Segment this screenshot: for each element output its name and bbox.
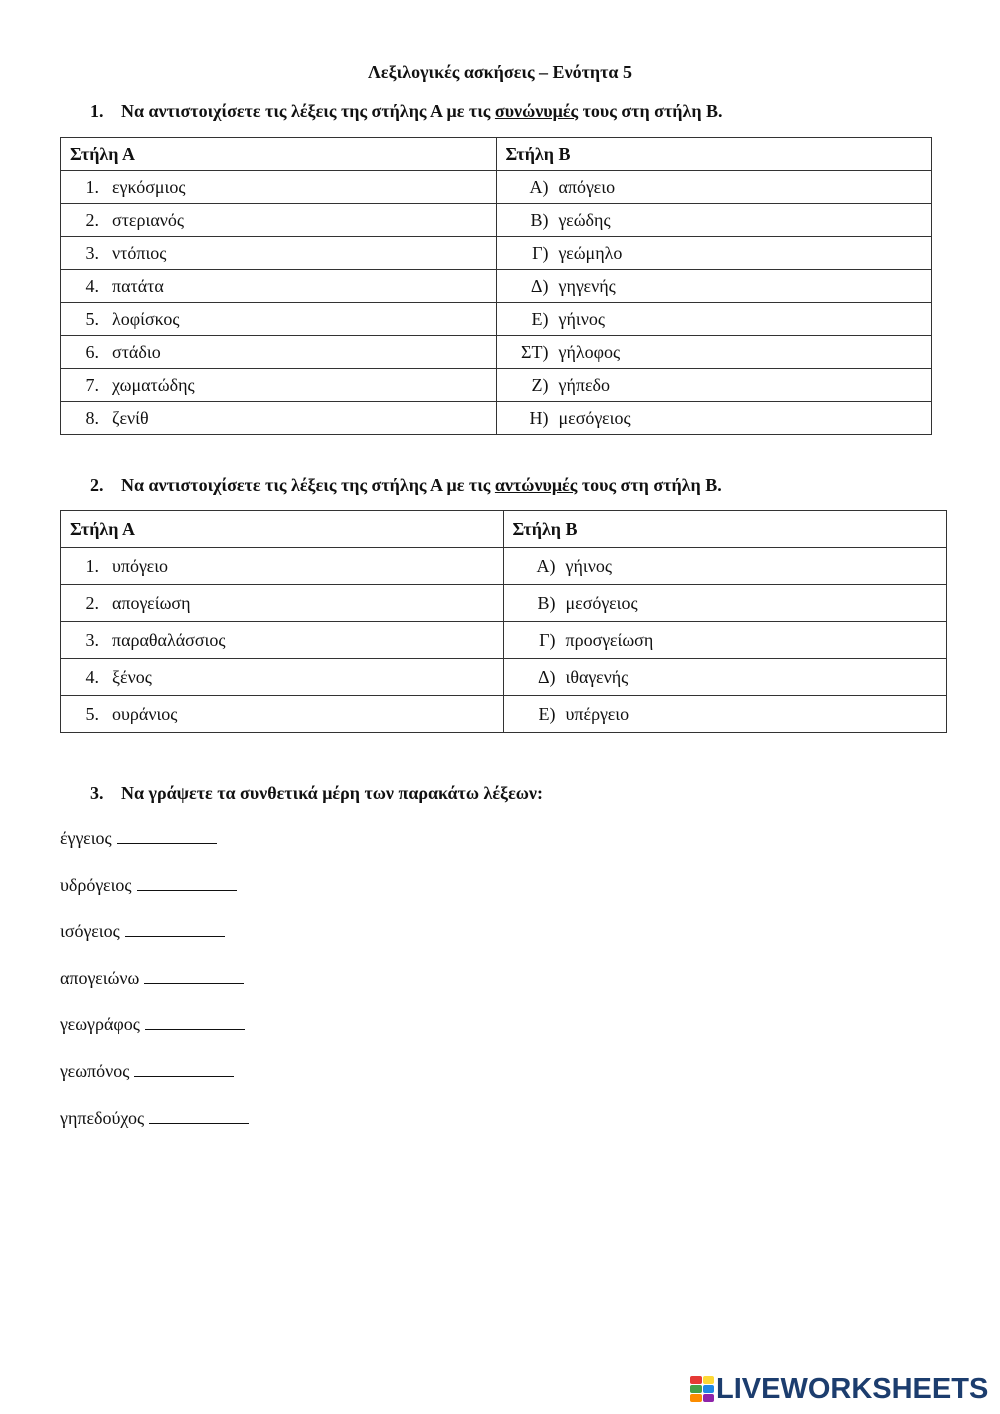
logo-square bbox=[703, 1385, 715, 1393]
exercise-1-table bbox=[60, 137, 932, 435]
word: έγγειος bbox=[60, 828, 112, 848]
table-row bbox=[61, 659, 947, 696]
word: γηπεδούχος bbox=[60, 1107, 145, 1128]
column-a-cell bbox=[61, 270, 497, 303]
column-a-word: απογείωση bbox=[112, 592, 191, 613]
col-a-header: Στήλη Α bbox=[61, 138, 497, 171]
item-number: 3. bbox=[85, 629, 99, 650]
answer-blank[interactable] bbox=[137, 876, 237, 891]
answer-blank[interactable] bbox=[145, 1015, 245, 1030]
column-b-cell bbox=[496, 270, 932, 303]
exercise-3-heading bbox=[90, 783, 543, 804]
item-number: 4. bbox=[85, 275, 99, 296]
column-a-word: στάδιο bbox=[112, 341, 161, 362]
table-row bbox=[61, 548, 947, 585]
answer-blank[interactable] bbox=[125, 922, 225, 937]
column-b-word: απόγειο bbox=[558, 176, 616, 197]
table-row bbox=[61, 204, 932, 237]
exercise-1-text-before: Να αντιστοιχίσετε τις λέξεις της στήλης Α με τις bbox=[121, 101, 495, 121]
exercise-1-underlined: συνώνυμές bbox=[494, 101, 579, 121]
column-b-word: μεσόγειος bbox=[565, 592, 638, 613]
table-row bbox=[61, 696, 947, 733]
column-a-word: πατάτα bbox=[112, 275, 164, 296]
column-b-cell bbox=[503, 659, 946, 696]
word-line bbox=[60, 968, 244, 989]
word-line bbox=[60, 1014, 245, 1035]
item-letter: Δ) bbox=[537, 666, 556, 687]
column-a-word: παραθαλάσσιος bbox=[112, 629, 226, 650]
column-b-cell bbox=[496, 336, 932, 369]
column-b-word: γεώμηλο bbox=[558, 242, 623, 263]
item-number: 5. bbox=[85, 703, 99, 724]
item-letter: Β) bbox=[537, 592, 556, 613]
table-row bbox=[61, 303, 932, 336]
column-b-cell bbox=[496, 204, 932, 237]
item-number: 6. bbox=[85, 341, 99, 362]
item-number: 7. bbox=[85, 374, 99, 395]
table-row bbox=[61, 237, 932, 270]
word: υδρόγειος bbox=[60, 874, 132, 895]
table-row bbox=[61, 336, 932, 369]
exercise-2-underlined: αντώνυμές bbox=[494, 475, 578, 495]
table-row bbox=[61, 622, 947, 659]
table-row bbox=[61, 270, 932, 303]
logo-square bbox=[690, 1385, 702, 1393]
table-row bbox=[61, 585, 947, 622]
item-number: 8. bbox=[85, 407, 99, 428]
word: γεωγράφος bbox=[60, 1014, 140, 1035]
col-a-header: Στήλη Α bbox=[61, 511, 504, 548]
word: ισόγειος bbox=[60, 921, 120, 942]
item-letter: Ε) bbox=[531, 308, 549, 329]
table-row bbox=[61, 171, 932, 204]
col-b-header: Στήλη Β bbox=[503, 511, 946, 548]
column-b-cell bbox=[503, 622, 946, 659]
column-b-word: μεσόγειος bbox=[558, 407, 631, 428]
item-number: 3. bbox=[85, 242, 99, 263]
column-a-word: υπόγειο bbox=[112, 555, 169, 576]
table-row bbox=[61, 369, 932, 402]
item-letter: Α) bbox=[529, 176, 549, 197]
exercise-1-number: 1. bbox=[90, 101, 104, 121]
column-b-cell bbox=[496, 171, 932, 204]
word: απογειώνω bbox=[60, 967, 140, 988]
liveworksheets-logo bbox=[690, 1374, 988, 1404]
column-a-word: ουράνιος bbox=[112, 703, 178, 724]
col-b-header: Στήλη Β bbox=[496, 138, 932, 171]
word-line bbox=[60, 1108, 249, 1129]
item-letter: Δ) bbox=[530, 275, 549, 296]
column-b-cell bbox=[496, 402, 932, 435]
column-a-cell bbox=[61, 204, 497, 237]
column-b-word: γήινος bbox=[558, 308, 605, 329]
logo-square bbox=[690, 1376, 702, 1384]
word: γεωπόνος bbox=[60, 1061, 130, 1081]
exercise-1-heading bbox=[90, 101, 723, 122]
column-b-word: γηγενής bbox=[558, 275, 616, 296]
column-a-cell bbox=[61, 622, 504, 659]
column-a-word: στεριανός bbox=[112, 209, 185, 230]
logo-square bbox=[703, 1394, 715, 1402]
item-number: 2. bbox=[85, 592, 99, 613]
page-title: Λεξιλογικές ασκήσεις – Ενότητα 5 bbox=[368, 62, 632, 82]
answer-blank[interactable] bbox=[134, 1062, 234, 1077]
column-a-word: ζενίθ bbox=[112, 407, 149, 428]
word-line bbox=[60, 1061, 234, 1082]
column-a-word: ντόπιος bbox=[112, 242, 167, 263]
column-a-word: ξένος bbox=[112, 666, 152, 687]
column-a-cell bbox=[61, 659, 504, 696]
exercise-3-text: Να γράψετε τα συνθετικά μέρη των παρακάτω λέξεων: bbox=[121, 783, 543, 803]
item-letter: Β) bbox=[530, 209, 549, 230]
item-letter: Ζ) bbox=[531, 374, 549, 395]
column-a-word: χωματώδης bbox=[112, 374, 195, 395]
item-number: 5. bbox=[85, 308, 99, 329]
exercise-3-number: 3. bbox=[90, 783, 104, 803]
exercise-2-text-after: τους στη στήλη Β. bbox=[577, 475, 722, 495]
column-a-cell bbox=[61, 548, 504, 585]
item-letter: Η) bbox=[529, 407, 549, 428]
item-number: 1. bbox=[85, 555, 99, 576]
liveworksheets-brand: LIVEWORKSHEETS bbox=[716, 1372, 989, 1405]
column-a-cell bbox=[61, 336, 497, 369]
column-a-cell bbox=[61, 237, 497, 270]
item-letter: ΣΤ) bbox=[521, 341, 549, 362]
column-b-word: γήπεδο bbox=[558, 374, 610, 395]
word-line bbox=[60, 828, 217, 849]
exercise-1-text-after: τους στη στήλη Β. bbox=[578, 101, 723, 121]
item-number: 4. bbox=[85, 666, 99, 687]
liveworksheets-logo-icon bbox=[690, 1376, 714, 1402]
answer-blank[interactable] bbox=[144, 969, 244, 984]
column-a-word: εγκόσμιος bbox=[112, 176, 186, 197]
column-a-cell bbox=[61, 303, 497, 336]
item-letter: Α) bbox=[536, 555, 556, 576]
column-b-cell bbox=[496, 303, 932, 336]
column-b-cell bbox=[503, 696, 946, 733]
answer-blank[interactable] bbox=[117, 829, 217, 844]
column-b-word: γήινος bbox=[565, 555, 612, 576]
logo-square bbox=[703, 1376, 715, 1384]
word-line bbox=[60, 921, 225, 942]
exercise-2-heading bbox=[90, 475, 722, 496]
column-b-word: γήλοφος bbox=[558, 341, 621, 362]
column-a-cell bbox=[61, 369, 497, 402]
column-b-cell bbox=[496, 237, 932, 270]
item-letter: Γ) bbox=[539, 629, 556, 650]
column-a-cell bbox=[61, 696, 504, 733]
item-letter: Γ) bbox=[532, 242, 549, 263]
column-b-cell bbox=[503, 585, 946, 622]
column-b-word: προσγείωση bbox=[565, 629, 654, 650]
column-b-word: υπέργειο bbox=[565, 703, 630, 724]
item-number: 1. bbox=[85, 176, 99, 197]
column-a-word: λοφίσκος bbox=[112, 308, 180, 329]
exercise-2-text-before: Να αντιστοιχίσετε τις λέξεις της στήλης Α με τις bbox=[121, 475, 495, 495]
answer-blank[interactable] bbox=[149, 1109, 249, 1124]
exercise-2-number: 2. bbox=[90, 475, 104, 495]
column-b-cell bbox=[496, 369, 932, 402]
column-a-cell bbox=[61, 171, 497, 204]
exercise-2-table bbox=[60, 510, 947, 733]
logo-square bbox=[690, 1394, 702, 1402]
column-a-cell bbox=[61, 402, 497, 435]
table-row bbox=[61, 402, 932, 435]
item-letter: Ε) bbox=[538, 703, 556, 724]
word-line bbox=[60, 875, 237, 896]
column-a-cell bbox=[61, 585, 504, 622]
item-number: 2. bbox=[85, 209, 99, 230]
column-b-word: γεώδης bbox=[558, 209, 611, 230]
column-b-cell bbox=[503, 548, 946, 585]
column-b-word: ιθαγενής bbox=[565, 666, 629, 687]
